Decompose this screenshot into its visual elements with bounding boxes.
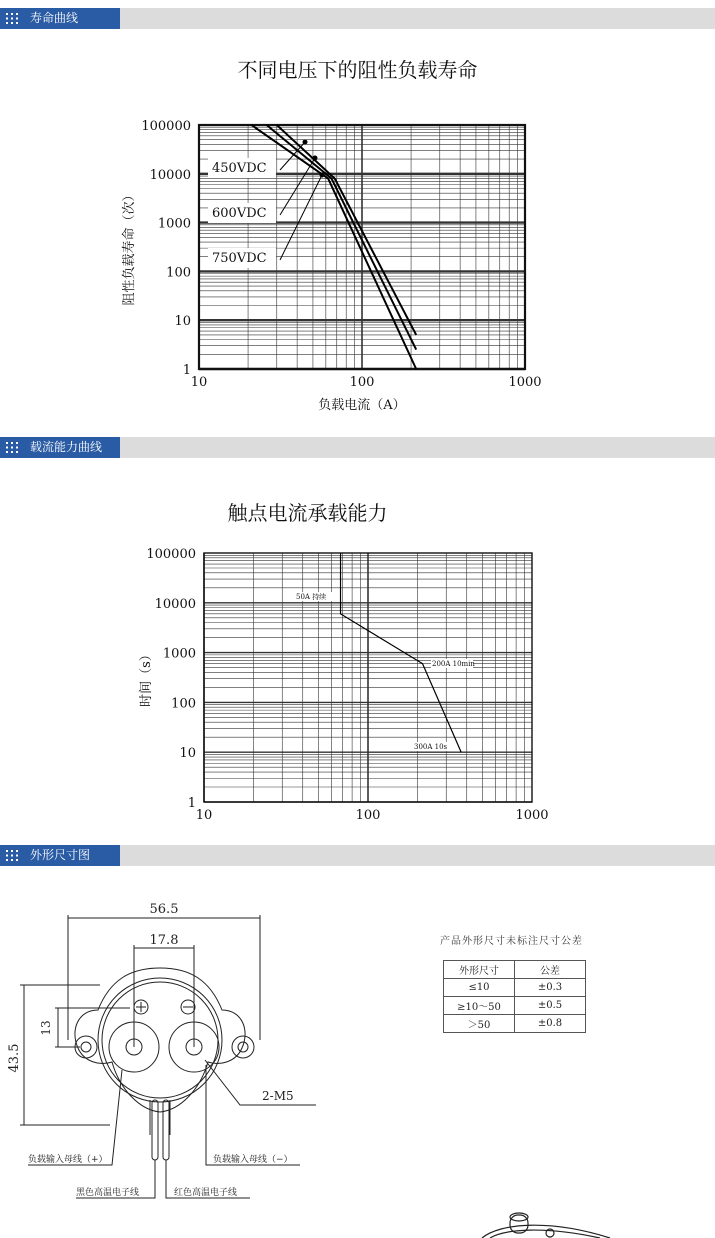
table-cell: ±0.3 <box>515 979 586 997</box>
section-title: 寿命曲线 <box>30 11 79 25</box>
body-circle <box>98 978 222 1102</box>
dim-17-8: 17.8 <box>149 933 179 948</box>
dim-13: 13 <box>39 1020 53 1036</box>
table-cell: ±0.8 <box>515 1015 586 1033</box>
x-axis-label: 负载电流（A） <box>318 398 406 413</box>
y-axis-label: 时间（s） <box>139 648 154 707</box>
x-tick-label: 100 <box>349 375 375 390</box>
y-tick-label: 100000 <box>141 119 191 134</box>
table-header-row <box>444 961 586 979</box>
x-tick-label: 100 <box>355 808 381 823</box>
thread-label: 2-M5 <box>262 1089 294 1103</box>
x-tick-label: 1000 <box>508 375 542 390</box>
y-tick-label: 10000 <box>154 596 196 612</box>
grid <box>204 553 532 802</box>
dim-56-5: 56.5 <box>149 902 179 917</box>
outline-drawing <box>0 870 400 1210</box>
y-axis-label: 阻性负载寿命（次） <box>122 188 137 306</box>
series-label: 600VDC <box>212 206 267 221</box>
table-row <box>444 997 586 1015</box>
lead-label-plus: 负载输入母线（+） <box>28 1155 108 1165</box>
y-tick-label: 1000 <box>162 646 196 662</box>
x-tick-label: 10 <box>190 375 208 390</box>
table-header: 外形尺寸 <box>444 961 515 979</box>
x-tick-label: 10 <box>195 808 213 823</box>
mount-hole-right <box>232 1036 254 1058</box>
table-row <box>444 979 586 997</box>
y-tick-label: 10 <box>174 314 191 330</box>
table-cell: ±0.5 <box>515 997 586 1015</box>
grid-icon <box>6 850 18 861</box>
side-view-partial <box>470 1205 620 1238</box>
y-tick-label: 1000 <box>157 216 191 232</box>
section-tab <box>0 845 120 866</box>
chart1-title: 不同电压下的阻性负载寿命 <box>237 58 478 82</box>
table-row <box>444 1015 586 1033</box>
table-header: 公差 <box>515 961 586 979</box>
table-cell: ≥10～50 <box>444 997 515 1015</box>
flange-outline <box>75 968 245 1112</box>
y-tick-label: 10000 <box>149 167 191 183</box>
y-tick-label: 1 <box>187 796 196 811</box>
lead-label-black: 黑色高温电子线 <box>76 1188 140 1198</box>
y-tick-label: 1 <box>182 363 191 378</box>
dim-43-5: 43.5 <box>7 1043 22 1073</box>
annotation-label: 200A 10min <box>432 660 475 668</box>
section-header-dimensions <box>0 845 715 866</box>
chart2-title: 触点电流承载能力 <box>227 501 388 525</box>
series-label: 750VDC <box>212 251 267 266</box>
table-cell: ≤10 <box>444 979 515 997</box>
tolerance-table <box>443 960 586 1033</box>
lead-label-red: 红色高温电子线 <box>174 1188 238 1198</box>
series-label: 450VDC <box>212 161 267 176</box>
annotation-label: 50A 持续 <box>296 593 327 601</box>
y-tick-label: 100000 <box>146 547 196 562</box>
section-title: 外形尺寸图 <box>30 848 91 862</box>
lead-label-minus: 负载输入母线（−） <box>213 1155 293 1165</box>
y-tick-label: 10 <box>179 746 196 762</box>
y-tick-label: 100 <box>171 696 196 712</box>
table-cell: ＞50 <box>444 1015 515 1033</box>
section-title: 载流能力曲线 <box>30 440 103 454</box>
tolerance-caption: 产品外形尺寸未标注尺寸公差 <box>440 936 583 947</box>
annotation-label: 300A 10s <box>414 743 448 751</box>
x-tick-label: 1000 <box>515 808 549 823</box>
y-tick-label: 100 <box>166 265 191 281</box>
